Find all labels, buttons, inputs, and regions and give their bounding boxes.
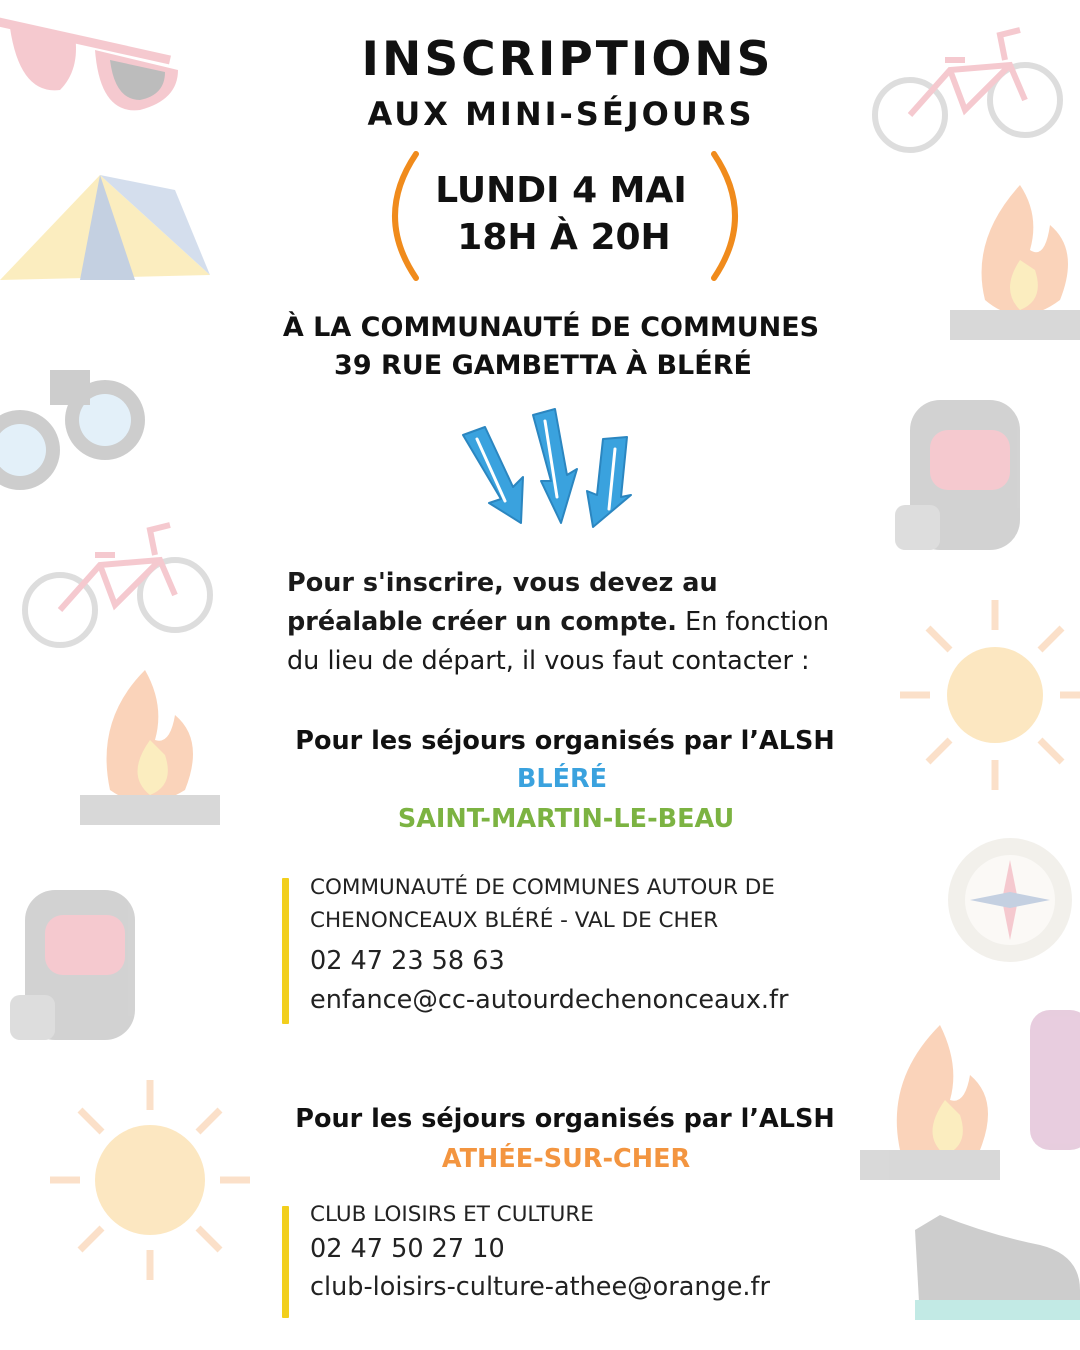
event-date: LUNDI 4 MAI bbox=[435, 170, 687, 211]
date-brackets bbox=[380, 148, 750, 284]
location-line1: À LA COMMUNAUTÉ DE COMMUNES bbox=[282, 312, 820, 343]
section1-accent-bar bbox=[282, 878, 289, 1024]
intro-paragraph bbox=[287, 564, 847, 681]
section1-town-saint-martin: SAINT-MARTIN-LE-BEAU bbox=[397, 804, 735, 834]
section2-title: Pour les séjours organisés par l’ALSH bbox=[295, 1104, 835, 1134]
section2-phone[interactable]: 02 47 50 27 10 bbox=[310, 1234, 505, 1264]
section2-email-link[interactable]: club-loisirs-culture-athee@orange.fr bbox=[310, 1272, 770, 1302]
section2-contact-name: CLUB LOISIRS ET CULTURE bbox=[310, 1202, 594, 1227]
page-subtitle: AUX MINI-SÉJOURS bbox=[367, 95, 755, 133]
section1-contact-name-line2: CHENONCEAUX BLÉRÉ - VAL DE CHER bbox=[310, 908, 719, 933]
down-arrows-icon bbox=[455, 405, 650, 545]
section2-accent-bar bbox=[282, 1206, 289, 1318]
section1-contact-name bbox=[310, 871, 870, 937]
intro-text: En fonction du lieu de départ, il vous faut contacter : bbox=[287, 607, 830, 676]
page-title: INSCRIPTIONS bbox=[361, 32, 774, 87]
location-line2: 39 RUE GAMBETTA À BLÉRÉ bbox=[334, 350, 752, 381]
section1-email-link[interactable]: enfance@cc-autourdechenonceaux.fr bbox=[310, 985, 789, 1015]
event-time: 18H À 20H bbox=[457, 217, 671, 258]
intro-bold-text: Pour s'inscrire, vous devez au préalable créer un compte. bbox=[287, 568, 718, 637]
section1-phone[interactable]: 02 47 23 58 63 bbox=[310, 946, 505, 976]
section1-title: Pour les séjours organisés par l’ALSH bbox=[295, 726, 835, 756]
section1-contact-name-line1: COMMUNAUTÉ DE COMMUNES AUTOUR DE bbox=[310, 875, 775, 900]
section2-town-athee: ATHÉE-SUR-CHER bbox=[441, 1144, 691, 1174]
section1-town-blere: BLÉRÉ bbox=[516, 764, 608, 794]
